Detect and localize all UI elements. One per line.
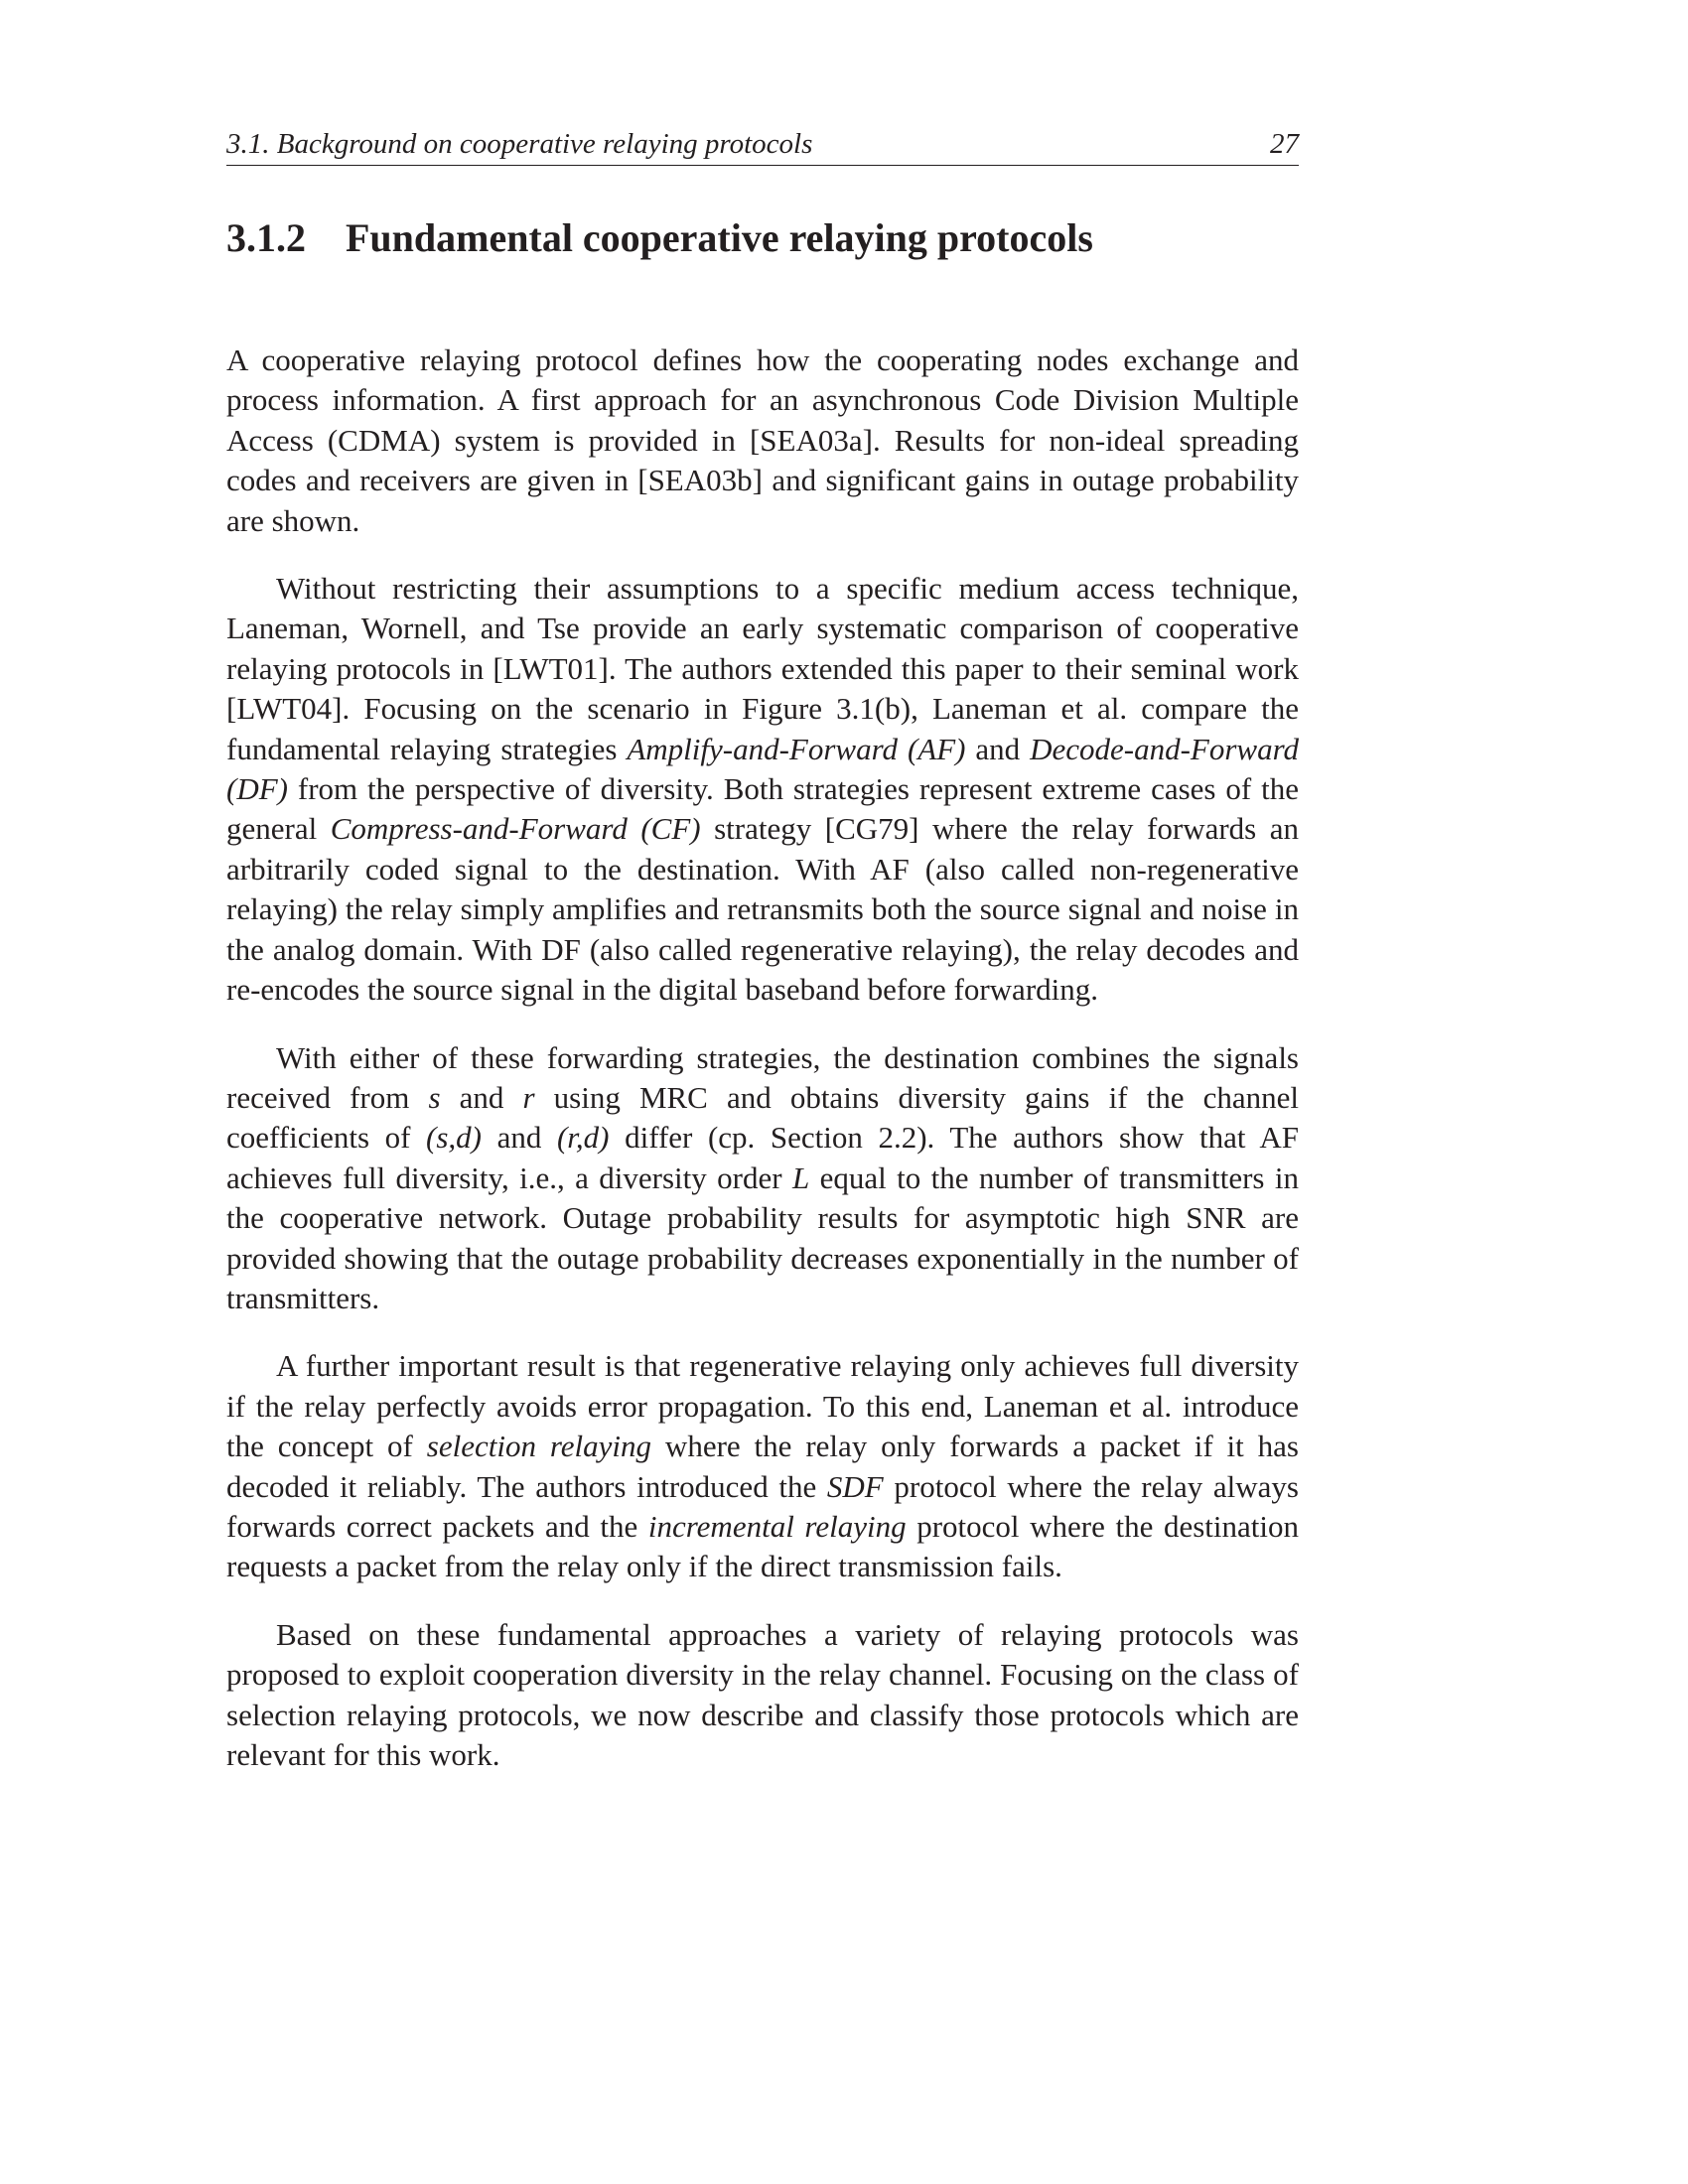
paragraph-text: Based on these fundamental approaches a variety of relaying protocols was proposed to exploit cooperation diversity in the relay channel. Focusing on the class of selection relaying protocols, we now describe and classify those protocols which are relevant for this work.	[226, 1616, 1299, 1772]
paragraph-text: With either of these forwarding strategies, the destination combines the signals received from	[226, 1039, 1299, 1115]
paragraph-2	[226, 569, 1299, 1010]
section-number: 3.1.2	[226, 215, 306, 260]
paragraph-text: using MRC and obtains diversity gains if the channel coefficients of	[226, 1079, 1299, 1156]
running-header-title: 3.1. Background on cooperative relaying protocols	[226, 128, 813, 160]
paragraph-1	[226, 341, 1299, 541]
paragraph-text: protocol where the destination requests a packet from the relay only if the direct transmission fails.	[226, 1508, 1299, 1584]
term-sdf: SDF	[826, 1468, 884, 1504]
math-variable-l: L	[791, 1160, 810, 1195]
term-decode-and-forward: Decode-and-Forward (DF)	[226, 731, 1299, 807]
page-number: 27	[1270, 128, 1299, 160]
term-amplify-and-forward: Amplify-and-Forward (AF)	[627, 731, 966, 766]
math-link-sd: (s,d)	[426, 1120, 483, 1156]
body-text	[226, 341, 1299, 1775]
math-variable-r: r	[522, 1079, 535, 1115]
paragraph-text: from the perspective of diversity. Both strategies represent extreme cases of the general	[226, 771, 1299, 847]
paragraph-text: equal to the number of transmitters in the cooperative network. Outage probability results for asymptotic high SNR are provided showing that the outage probability decreases exponentially in the number of transmitters.	[226, 1160, 1299, 1315]
paragraph-text: and	[482, 1120, 557, 1156]
paragraph-3	[226, 1038, 1299, 1319]
paragraph-text: differ (cp. Section 2.2). The authors show that AF achieves full diversity, i.e., a diversity order	[226, 1120, 1300, 1195]
term-selection-relaying: selection relaying	[426, 1429, 652, 1464]
paragraph-text: protocol where the relay always forwards correct packets and the	[226, 1468, 1299, 1544]
paragraph-text: where the relay only forwards a packet if it has decoded it reliably. The authors introduced the	[226, 1429, 1299, 1504]
paragraph-text: A cooperative relaying protocol defines how the cooperating nodes exchange and process information. A first approach for an asynchronous Code Division Multiple Access (CDMA) system is provided in [SEA03a]. Results for non-ideal spreading codes and receivers are given in [SEA03b] and significant gains in outage probability are shown.	[226, 342, 1299, 538]
term-compress-and-forward: Compress-and-Forward (CF)	[330, 811, 701, 847]
paragraph-text: Without restricting their assumptions to a specific medium access technique, Laneman, Wornell, and Tse provide an early systematic comparison of cooperative relaying protocols in [LWT01]. The authors extended this paper to their seminal work [LWT04]. Focusing on the scenario in Figure 3.1(b), Laneman et al. compare the fundamental relaying strategies	[226, 571, 1299, 766]
math-variable-s: s	[428, 1079, 441, 1115]
section-heading	[226, 210, 1299, 266]
paragraph-5	[226, 1615, 1299, 1776]
running-header	[226, 123, 1299, 166]
math-link-rd: (r,d)	[556, 1120, 610, 1156]
paragraph-text: strategy [CG79] where the relay forwards an arbitrarily coded signal to the destination. With AF (also called non-regenerative relaying) the relay simply amplifies and retransmits both the source signal and noise in the analog domain. With DF (also called regenerative relaying), the relay decodes and re-encodes the source signal in the digital baseband before forwarding.	[226, 811, 1299, 1008]
paragraph-text: A further important result is that regenerative relaying only achieves full diversity if the relay perfectly avoids error propagation. To this end, Laneman et al. introduce the concept of	[226, 1348, 1299, 1464]
section-title: Fundamental cooperative relaying protocols	[346, 215, 1093, 260]
paragraph-text: and	[440, 1079, 523, 1115]
paragraph-4	[226, 1346, 1299, 1586]
term-incremental-relaying: incremental relaying	[647, 1508, 907, 1544]
paragraph-text: and	[965, 731, 1031, 766]
